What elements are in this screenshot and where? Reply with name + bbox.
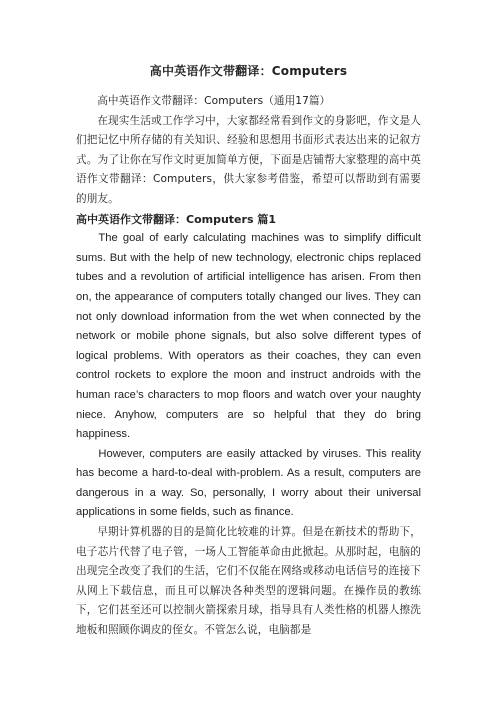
chinese-translation-paragraph: 早期计算机器的目的是简化比较难的计算。但是在新技术的帮助下，电子芯片代替了电子管，一场人工智能革命由此掀起。从那时起，电脑的出现完全改变了我们的生活，它们不仅能在网络或移动电话信号的连接下从网上下载信息，而且可以解决各种类型的逻辑问题。在操作员的教练下，它们甚至还可以控制火箭探索月球，指导具有人类性格的机器人擦洗地板和照顾你调皮的侄女。不管怎么说，电脑都是 bbox=[76, 526, 421, 637]
section-heading: 高中英语作文带翻译：Computers 篇1 bbox=[76, 212, 276, 226]
intro-paragraph: 在现实生活或工作学习中，大家都经常看到作文的身影吧，作文是人们把记忆中所存储的有关知识、经验和思想用书面形式表达出来的记叙方式。为了让你在写作文时更加简单方便，下面是店铺帮大家整理的高中英语作文带翻译：Computers，供大家参考借鉴，希望可以帮助到有需要的朋友。 bbox=[76, 114, 421, 205]
document-body bbox=[76, 62, 421, 641]
document-title: 高中英语作文带翻译：Computers bbox=[149, 64, 348, 78]
subtitle-line: 高中英语作文带翻译：Computers（通用17篇） bbox=[97, 95, 331, 107]
english-paragraph: The goal of early calculating machines was to simplify difficult sums. But with the help of new technology, electronic chips replaced tubes and a revolution of artificial intelligence has arisen. From then on, the appearance of computers totally changed our lives. They can not only download information from the wet when connected by the network or mobile phone signals, but also solve different types of logical problems. With operators as their coaches, they can even control rockets to explore the moon and instruct androids with the human race’s characters to mop floors and watch over your naughty niece. Anyhow, computers are so helpful that they do bring happiness. bbox=[76, 232, 421, 441]
english-paragraph: However, computers are easily attacked by viruses. This reality has become a hard-to-deal with-problem. As a result, computers are dangerous in a way. So, personally, I worry about their universal applications in some fields, such as finance. bbox=[76, 447, 421, 519]
